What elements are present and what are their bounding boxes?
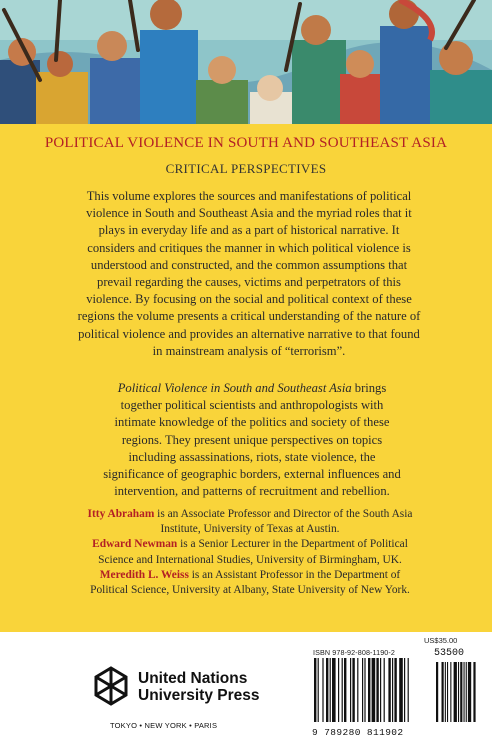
barcode-bar: [380, 658, 381, 722]
editor-name: Edward Newman: [92, 538, 178, 551]
barcode-bar: [357, 658, 358, 722]
editor-name: Itty Abraham: [87, 508, 155, 520]
addon-bar: [473, 662, 475, 722]
addon-bar: [447, 662, 448, 722]
barcode-bar: [364, 658, 365, 722]
barcode-bar: [350, 658, 351, 722]
barcode-bar: [318, 658, 319, 722]
editor-bio: [82, 507, 418, 537]
addon-bar: [442, 662, 444, 722]
barcode-bar: [342, 658, 343, 722]
unu-logo-icon: [88, 664, 134, 710]
isbn-barcode: [312, 658, 480, 738]
editor-bio-text: is an Associate Professor and Director of the South Asia Institute, University of Texas at Austin.: [154, 508, 413, 536]
editor-bio: [82, 537, 418, 567]
barcode-bar: [322, 658, 323, 722]
addon-bar: [445, 662, 446, 722]
book-subtitle: CRITICAL PERSPECTIVES: [165, 161, 327, 176]
barcode-bar: [344, 658, 346, 722]
barcode-bar: [388, 658, 390, 722]
editor-bio-text: is a Senior Lecturer in the Department of Political Science and International Studies, University of Birmingham, UK.: [98, 538, 408, 566]
barcode-bar: [368, 658, 370, 722]
editor-bio: [82, 568, 418, 598]
barcode-bar: [338, 658, 339, 722]
publisher-line-1: United Nations: [138, 670, 248, 687]
isbn-label: ISBN 978-92-808-1190-2: [313, 648, 395, 657]
addon-bar: [458, 662, 459, 722]
addon-bar: [466, 662, 467, 722]
addon-bar: [464, 662, 465, 722]
barcode-bar: [372, 658, 376, 722]
publisher-line-2: University Press: [138, 687, 260, 704]
editor-bio-text: is an Assistant Professor in the Department of Political Science, University at Albany, State University of New York.: [90, 568, 410, 597]
addon-bar: [468, 662, 471, 722]
description-paragraph-2: [100, 380, 404, 500]
barcode-bar: [332, 658, 336, 722]
barcode-bar: [408, 658, 409, 722]
barcode-bar: [352, 658, 354, 722]
barcode-bar: [384, 658, 385, 722]
barcode-bar: [392, 658, 393, 722]
publisher-cities: TOKYO • NEW YORK • PARIS: [110, 721, 218, 730]
editor-name: Meredith L. Weiss: [99, 568, 189, 581]
book-title-italic: Political Violence in South and Southeast Asia: [117, 381, 352, 395]
barcode-bar: [394, 658, 396, 722]
barcode-bar: [376, 658, 378, 722]
barcode-bar: [362, 658, 363, 722]
addon-bar: [454, 662, 457, 722]
description-paragraph-1: This volume explores the sources and manifestations of political violence in South and Southeast Asia and the myriad roles that it plays in everyday life and as a part of historical narrative. It considers and critiques the manner in which political violence is understood and constructed, and the common assumptions that prevail regarding the causes, victims and perpetrators of this violence. By focusing on the social and political context of these regions the volume presents a critical understanding of the nature of political violence and provides an alternative narrative to that found in mainstream analysis of “terrorism”.: [77, 189, 421, 358]
publisher-name: [138, 670, 260, 704]
addon-bar: [460, 662, 462, 722]
addon-bar: [436, 662, 438, 722]
barcode-bar: [314, 658, 316, 722]
barcode-bar: [330, 658, 331, 722]
addon-bar: [450, 662, 451, 722]
book-title: POLITICAL VIOLENCE IN SOUTH AND SOUTHEAST ASIA: [44, 135, 448, 151]
barcode-addon-number: 53500: [434, 648, 465, 659]
barcode-number: 9 789280 811902: [312, 727, 404, 738]
price-label: US$35.00: [424, 636, 458, 645]
paragraph-2-text: brings together political scientists and anthropologists with intimate knowledge of the politics and society of these regions. They present unique perspectives on topics including assassinations, riots, state violence, the significance of geographic borders, external influences and intervention, and patterns of recruitment and rebellion.: [103, 381, 401, 499]
editor-bios: [82, 507, 418, 598]
barcode-bar: [404, 658, 405, 722]
barcode-bar: [326, 658, 328, 722]
cover-illustration: [0, 0, 492, 124]
barcode-bar: [399, 658, 403, 722]
